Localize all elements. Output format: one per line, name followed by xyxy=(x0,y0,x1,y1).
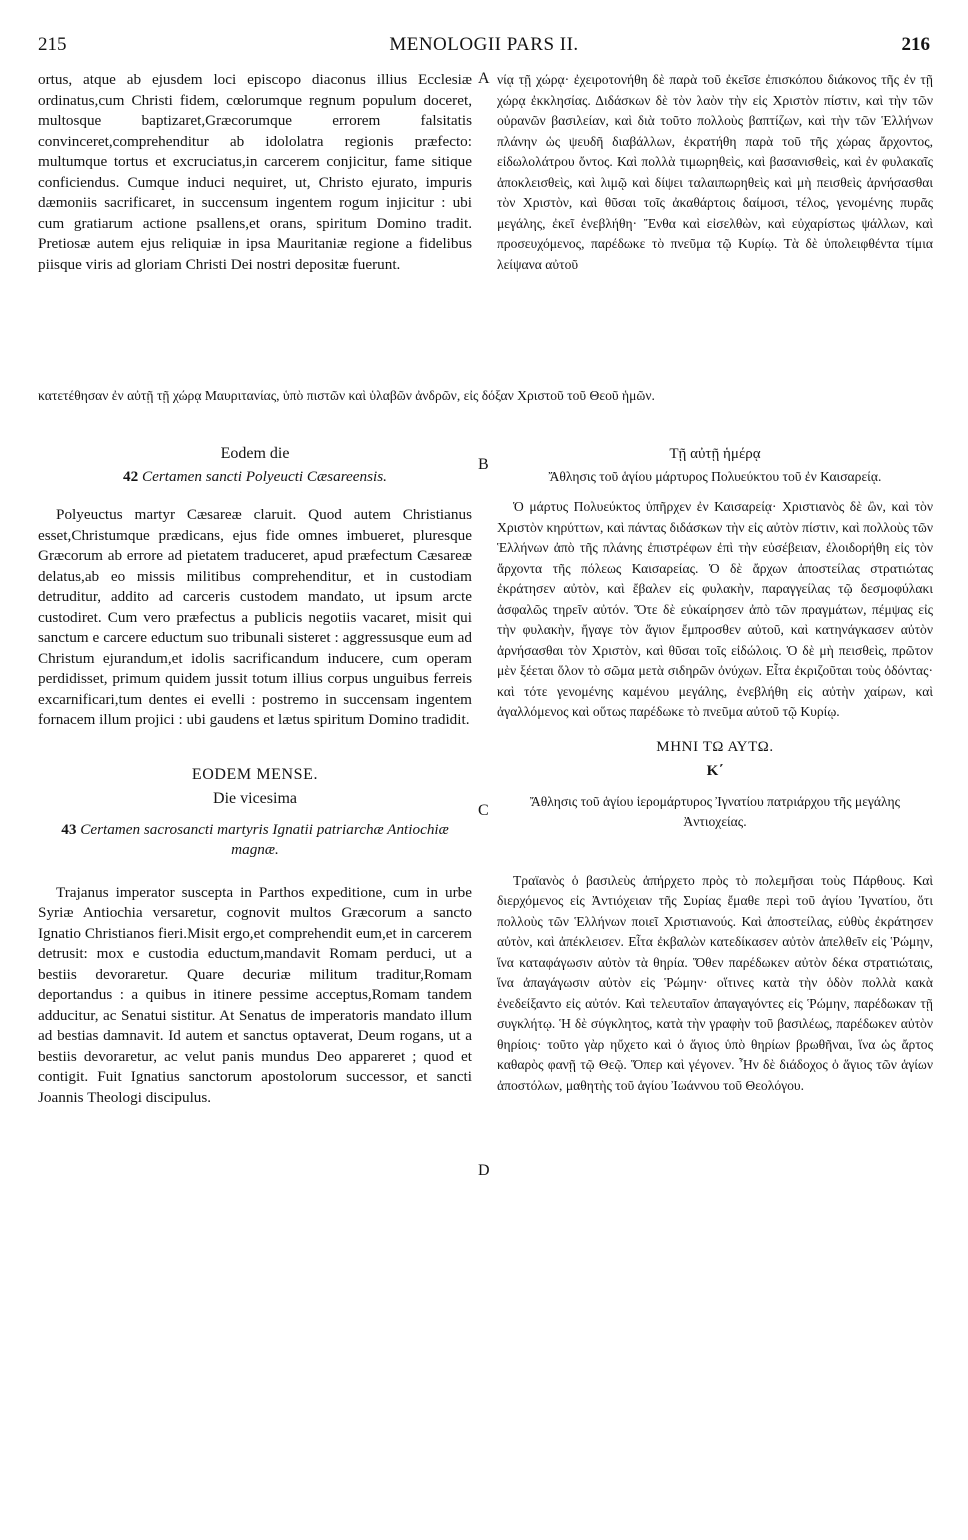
latin-intro-paragraph: ortus, atque ab ejusdem loci episcopo diaconus illius Ecclesiæ ordinatus,cum Christi fidem, cœlorumque regnum populum doceret, multosque baptizaret,Græcorumque errorem falsitatis convinceret,comprehenditur ab idololatra regionis præfecto: multumque tortus et excruciatus,in carcerem conjicitur, fame sitique conficiendus. Cumque induci nequiret, ut, Christo ejurato, impuris dæmoniis sacrificaret, in succensum ingentem rogum injicitur : ubi cum gratiarum actione psallens,et orans, spiritum Domino tradit. Pretiosæ autem ejus reliquiæ in ipsa Mauritaniæ regione a fidelibus piisque viris ad gloriam Christi Dei nostri depositæ fuerunt. xyxy=(38,71,472,273)
column-marker-c: C xyxy=(478,802,489,819)
latin-entry-43-body: Trajanus imperator suscepta in Parthos expeditione, cum in urbe Syriæ Antiochia versaretur, cognovit multos Græcorum a sancto Ignatio Christianos fieri.Misit ergo,et comprehendit eum,et in carcerem detrusit: mox e custodia eductum,mandavit Romam perduci, ut a bestiis devoraretur. Quare decuriæ militum traditur,Romam deportandus : a quibus in itinere pessime acceptus,Romam tandem adducitur, ac Senatui sistitur. At Senatus de imperatoris mandato illum ad bestias damnavit. Id autem et sanctus optaverat, Deum rogans, ut a bestiis devoraretur, ac velut panis mundus Deo appareret ; quod et contigit. Fuit Ignatius sanctorum apostolorum successor, et sancti Joannis Theologi discipulus. xyxy=(38,883,472,1106)
latin-entry-42-title xyxy=(38,467,472,488)
greek-entry-42-title: Ἄθλησις τοῦ ἁγίου μάρτυρος Πολυεύκτου τοῦ ἐν Καισαρείᾳ. xyxy=(548,468,882,484)
greek-month-heading: ΜΗΝΙ ΤΩ ΑΥΤΩ. xyxy=(656,738,774,755)
column-marker-d: D xyxy=(478,1162,490,1179)
page-number-left: 215 xyxy=(38,34,67,55)
greek-column xyxy=(497,70,933,1526)
latin-column xyxy=(38,70,472,1526)
greek-entry-43-body: Τραϊανὸς ὁ βασιλεὺς ἀπήρχετο πρὸς τὸ πολεμῆσαι τοὺς Πάρθους. Καὶ διερχόμενος εἰς Ἀντιόχειαν τῆς Συρίας ἔμαθε περὶ τοῦ ἁγίου Ἰγνατίου, ὅτι πολλοὺς τῶν Ἑλλήνων ποιεῖ Χριστιανούς. Καὶ ἀποστείλας, εὐθὺς ἐκράτησεν αὐτὸν, καὶ ἀπέκλεισεν. Εἶτα ἐκβαλὼν κατεδίκασεν αὐτὸν ἀπελθεῖν εἰς Ῥώμην, ἵνα καταφάγωσιν αὐτὸν τὰ θηρία. Ὅθεν παρέδωκεν αὐτὸν δέκα στρατιώταις, ἵνα ἀπαγάγωσιν αὐτὸν εἰς Ῥώμην· οἵτινες κατὰ τὴν ὁδὸν πολλὰ κακὰ ἐνεδείξαντο εἰς αὐτόν. Καὶ τελευταῖον ἀπαγαγόντες εἰς Ῥώμην, παρέδωκαν τῇ συγκλήτῳ. Ἡ δὲ σύγκλητος, κατὰ τὴν γραφὴν τοῦ βασιλέως, παρέδωκεν αὐτὸν θηρίοις· τοῦτο γὰρ ηὔχετο καὶ ὁ ἅγιος ὑπὸ θηρίων βρωθῆναι, ἵνα ὡς ἄρτος καθαρὸς φανῇ τῷ Θεῷ. Ὅπερ καὶ γέγονεν. Ἦν δὲ διάδοχος ὁ ἅγιος τῶν ἁγίων ἀποστόλων, μαθητὴς τοῦ ἁγίου Ἰωάννου τοῦ Θεολόγου. xyxy=(497,872,933,1093)
greek-entry-42-body: Ὁ μάρτυς Πολυεύκτος ὑπῆρχεν ἐν Καισαρείᾳ· Χριστιανὸς δὲ ὢν, καὶ τὸν Χριστὸν κηρύττων, καὶ πάντας διδάσκων τὴν εἰς αὐτὸν πίστιν, καὶ πολλοὺς τῶν Ἑλλήνων ἀπὸ τῆς πλάνης ἐπιστρέφων ἐπὶ τὴν εὐσέβειαν, ἐλοιδορήθη εἰς τὸν ἄρχοντα τῆς πόλεως Καισαρείας. Ὁ δὲ ἄρχων ἀποστείλας στρατιώτας ἐκράτησεν αὐτὸν, καὶ ἔβαλεν εἰς φυλακὴν, παραγγείλας τῷ δεσμοφύλακι ἀσφαλῶς τηρεῖν αὐτόν. Ὅτε δὲ εὐκαίρησεν ἀπὸ τῶν πραγμάτων, πέμψας εἰς τὴν φυλακὴν, ἤγαγε τὸν ἅγιον ἔμπροσθεν αὐτοῦ, καὶ κατηνάγκασεν αὐτὸν ἀρνήσασθαι τὸν Χριστὸν, καὶ θῦσαι τοῖς εἰδώλοις. Ὁ δὲ μὴ πεισθεὶς, πρῶτον μὲν ξέεται ὅλον τὸ σῶμα μετὰ σιδηρῶν ὀνύχων. Εἶτα ἐκριζοῦται τοὺς ὀδόντας· καὶ τότε γενομένης καμένου μεγάλης, ἐνεβλήθη εἰς αὐτὴν χαίρων, καὶ ἀγαλλόμενος καὶ οὕτως παρέδωκε τὸ πνεῦμα αὐτοῦ τῷ Κυρίῳ. xyxy=(497,499,933,719)
column-marker-a: A xyxy=(478,70,490,87)
page-number-right: 216 xyxy=(901,34,930,55)
latin-entry-42-body: Polyeuctus martyr Cæsareæ claruit. Quod autem Christianus esset,Christumque prædicans, ejus fide omnes imbueret, pluresque Græcorum ab errore ad pietatem traduceret, apud præfectum Cæsareæ delatus,ab eo missis militibus comprehenditur, et in custodiam detruditur, addito ad carceris custodem mandato, ut ipsum arcte custodiret. Cum vero præfectus a publicis negotiis vacaret, misit qui sanctum e carcere eductum suo tribunali sisteret : aggressusque eum ad Christum ejurandum,et idolis sacrificandum inducere, cum operam perdidisset, primum quidem jussit totum illius corpus unguibus ferreis excarnificari,tum dentes ei evelli : postremo in succensam ingentem fornacem illum projici : ubi gaudens et lætus spiritum Domino tradidit. xyxy=(38,506,472,728)
greek-entry-43-title: Ἄθλησις τοῦ ἁγίου ἱερομάρτυρος Ἰγνατίου πατριάρχου τῆς μεγάλης Ἀντιοχείας. xyxy=(529,793,901,829)
greek-day2-heading: Κ΄ xyxy=(706,763,724,779)
page-header xyxy=(38,34,930,64)
greek-intro-paragraph: νίᾳ τῇ χώρᾳ· ἐχειροτονήθη δὲ παρὰ τοῦ ἐκεῖσε ἐπισκόπου διάκονος τῆς ἐν τῇ χώρᾳ ἐκκλησίας. Διδάσκων δὲ τὸν λαὸν τὴν εἰς Χριστὸν πίστιν, καὶ τὴν τῶν οὐρανῶν βασιλείαν, καὶ διὰ τοῦτο πολλοὺς βαπτίζων, καὶ τὴν τῶν Ἑλλήνων πλάνην ὡς ψευδῆ διαβάλλων, ἐκρατήθη παρὰ τοῦ τῆς χώρας ἄρχοντος, εἰδωλολάτρου ὄντος. Καὶ πολλὰ τιμωρηθεὶς, καὶ βασανισθεὶς, καὶ ἐν φυλακαῖς ἀποκλεισθεὶς, καὶ λιμῷ καὶ δίψει ταλαιπωρηθεὶς καὶ μὴ πεισθεὶς ἀρνήσασθαι τὸν Χριστὸν, καὶ θῦσαι τοῖς ἀκαθάρτοις δαίμοσι, τέλος, γενομένης πυρᾶς μεγάλης, ἐκεῖ ἐνεβλήθη· Ἔνθα καὶ εἰσελθὼν, καὶ εὐχαρίστως ψάλλων, καὶ προσευχόμενος, παρέδωκε τὸ πνεῦμα τῷ Κυρίῳ. Τὰ δὲ ὑπολειφθέντα τίμια λείψανα αὐτοῦ xyxy=(497,72,933,272)
latin-title-43-text: Certamen sacrosancti martyris Ignatii patriarchæ Antiochiæ magnæ. xyxy=(80,820,449,858)
entry-number-43: 43 xyxy=(61,820,77,838)
column-marker-b: B xyxy=(478,456,489,473)
entry-number-42: 42 xyxy=(123,467,139,485)
latin-day2-heading: Die vicesima xyxy=(213,790,297,807)
running-title: MENOLOGII PARS II. xyxy=(389,34,579,55)
greek-day-heading: Τῇ αὐτῇ ἡμέρᾳ xyxy=(669,446,761,462)
latin-title-42-text: Certamen sancti Polyeucti Cæsareensis. xyxy=(142,467,387,485)
latin-entry-43-title xyxy=(38,820,472,861)
greek-full-width-continuation: κατετέθησαν ἐν αὐτῇ τῇ χώρᾳ Μαυριτανίας, ὑπὸ πιστῶν καὶ ὑλαβῶν ἀνδρῶν, εἰς δόξαν Χριστοῦ τοῦ Θεοῦ ἡμῶν. xyxy=(38,388,655,403)
latin-day-heading: Eodem die xyxy=(220,445,290,462)
latin-month-heading: EODEM MENSE. xyxy=(191,765,319,783)
